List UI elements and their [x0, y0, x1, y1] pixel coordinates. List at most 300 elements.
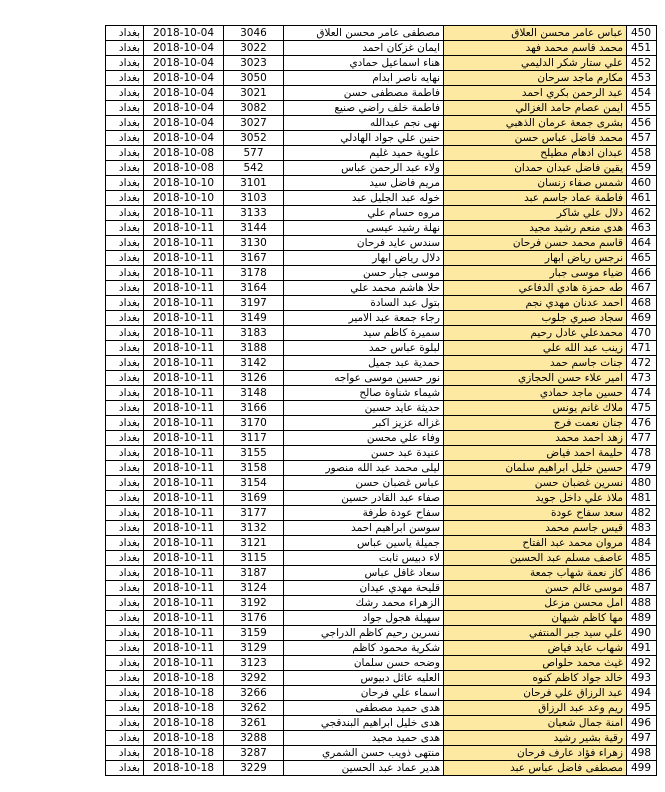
- name-cell: طه حمزة هادي الدفاعي: [444, 281, 627, 296]
- related-name-cell: مروه حسام علي: [284, 206, 444, 221]
- code-cell: 3287: [224, 746, 284, 761]
- related-name-cell: مصطفى عامر محسن العلاق: [284, 26, 444, 41]
- name-cell: جنات جاسم حمد: [444, 356, 627, 371]
- code-cell: 3170: [224, 416, 284, 431]
- date-cell: 2018-10-11: [144, 551, 224, 566]
- name-cell: عبد الرحمن بكري احمد: [444, 86, 627, 101]
- row-number-cell: 482: [627, 506, 657, 521]
- row-number-cell: 491: [627, 641, 657, 656]
- date-cell: 2018-10-11: [144, 641, 224, 656]
- name-cell: هدى منعم رشيد مجيد: [444, 221, 627, 236]
- date-cell: 2018-10-08: [144, 146, 224, 161]
- row-number-cell: 493: [627, 671, 657, 686]
- related-name-cell: قليحة مهدي عيدان: [284, 581, 444, 596]
- city-cell: بغداد: [106, 161, 144, 176]
- row-number-cell: 461: [627, 191, 657, 206]
- city-cell: بغداد: [106, 596, 144, 611]
- code-cell: 3262: [224, 701, 284, 716]
- city-cell: بغداد: [106, 626, 144, 641]
- table-row: [106, 386, 657, 401]
- date-cell: 2018-10-18: [144, 671, 224, 686]
- code-cell: 3027: [224, 116, 284, 131]
- city-cell: بغداد: [106, 26, 144, 41]
- related-name-cell: جميلة ياسين عباس: [284, 536, 444, 551]
- code-cell: 3115: [224, 551, 284, 566]
- name-cell: عاصف مسلم عبد الحسين: [444, 551, 627, 566]
- code-cell: 3187: [224, 566, 284, 581]
- name-cell: مكارم ماجد سرحان: [444, 71, 627, 86]
- row-number-cell: 475: [627, 401, 657, 416]
- date-cell: 2018-10-11: [144, 326, 224, 341]
- code-cell: 3082: [224, 101, 284, 116]
- related-name-cell: بتول عبد السادة: [284, 296, 444, 311]
- related-name-cell: هدى حميد مصطفى: [284, 701, 444, 716]
- name-cell: امير علاء حسن الحجازي: [444, 371, 627, 386]
- name-cell: امنة جمال شعبان: [444, 716, 627, 731]
- related-name-cell: لبلوة عباس حمد: [284, 341, 444, 356]
- related-name-cell: هناء اسماعيل حمادي: [284, 56, 444, 71]
- row-number-cell: 451: [627, 41, 657, 56]
- date-cell: 2018-10-11: [144, 431, 224, 446]
- related-name-cell: صفاء عبد القادر حسين: [284, 491, 444, 506]
- table-row: [106, 71, 657, 86]
- table-row: [106, 131, 657, 146]
- code-cell: 3123: [224, 656, 284, 671]
- table-row: [106, 491, 657, 506]
- date-cell: 2018-10-11: [144, 626, 224, 641]
- row-number-cell: 483: [627, 521, 657, 536]
- row-number-cell: 455: [627, 101, 657, 116]
- table-row: [106, 56, 657, 71]
- city-cell: بغداد: [106, 731, 144, 746]
- table-row: [106, 101, 657, 116]
- city-cell: بغداد: [106, 671, 144, 686]
- table-row: [106, 686, 657, 701]
- date-cell: 2018-10-04: [144, 131, 224, 146]
- related-name-cell: سندس عايد فرحان: [284, 236, 444, 251]
- table-row: [106, 416, 657, 431]
- table-row: [106, 41, 657, 56]
- row-number-cell: 473: [627, 371, 657, 386]
- code-cell: 3167: [224, 251, 284, 266]
- name-cell: زينب عبد الله علي: [444, 341, 627, 356]
- table-row: [106, 146, 657, 161]
- related-name-cell: فاطمة مصطفى حسن: [284, 86, 444, 101]
- row-number-cell: 456: [627, 116, 657, 131]
- name-cell: كاز نعمة شهاب جمعة: [444, 566, 627, 581]
- table-row: [106, 86, 657, 101]
- name-cell: ملاذ علي داخل جويد: [444, 491, 627, 506]
- related-name-cell: عباس غضبان حسن: [284, 476, 444, 491]
- related-name-cell: نور حسين موسى عواجه: [284, 371, 444, 386]
- table-row: [106, 251, 657, 266]
- name-cell: زهراء فؤاد عارف فرحان: [444, 746, 627, 761]
- row-number-cell: 485: [627, 551, 657, 566]
- table-row: [106, 581, 657, 596]
- name-cell: عباس عامر محسن العلاق: [444, 26, 627, 41]
- table-row: [106, 281, 657, 296]
- table-row: [106, 746, 657, 761]
- row-number-cell: 471: [627, 341, 657, 356]
- related-name-cell: منتهى ذويب حسن الشمري: [284, 746, 444, 761]
- row-number-cell: 454: [627, 86, 657, 101]
- city-cell: بغداد: [106, 356, 144, 371]
- row-number-cell: 470: [627, 326, 657, 341]
- city-cell: بغداد: [106, 401, 144, 416]
- code-cell: 3023: [224, 56, 284, 71]
- row-number-cell: 468: [627, 296, 657, 311]
- table-row: [106, 191, 657, 206]
- table-row: [106, 206, 657, 221]
- city-cell: بغداد: [106, 566, 144, 581]
- date-cell: 2018-10-18: [144, 686, 224, 701]
- row-number-cell: 499: [627, 761, 657, 776]
- city-cell: بغداد: [106, 521, 144, 536]
- date-cell: 2018-10-18: [144, 761, 224, 776]
- date-cell: 2018-10-04: [144, 86, 224, 101]
- date-cell: 2018-10-04: [144, 101, 224, 116]
- city-cell: بغداد: [106, 86, 144, 101]
- table-row: [106, 671, 657, 686]
- city-cell: بغداد: [106, 101, 144, 116]
- date-cell: 2018-10-11: [144, 461, 224, 476]
- date-cell: 2018-10-11: [144, 266, 224, 281]
- row-number-cell: 472: [627, 356, 657, 371]
- row-number-cell: 484: [627, 536, 657, 551]
- code-cell: 3164: [224, 281, 284, 296]
- related-name-cell: سفاح عودة طرفة: [284, 506, 444, 521]
- date-cell: 2018-10-11: [144, 401, 224, 416]
- date-cell: 2018-10-11: [144, 566, 224, 581]
- city-cell: بغداد: [106, 431, 144, 446]
- row-number-cell: 453: [627, 71, 657, 86]
- city-cell: بغداد: [106, 311, 144, 326]
- date-cell: 2018-10-08: [144, 161, 224, 176]
- related-name-cell: سوسن ابراهيم احمد: [284, 521, 444, 536]
- date-cell: 2018-10-18: [144, 716, 224, 731]
- row-number-cell: 463: [627, 221, 657, 236]
- name-cell: سعد سفاح عودة: [444, 506, 627, 521]
- row-number-cell: 478: [627, 446, 657, 461]
- table-row: [106, 566, 657, 581]
- date-cell: 2018-10-11: [144, 311, 224, 326]
- city-cell: بغداد: [106, 251, 144, 266]
- code-cell: 3130: [224, 236, 284, 251]
- city-cell: بغداد: [106, 191, 144, 206]
- date-cell: 2018-10-11: [144, 221, 224, 236]
- name-cell: قاسم محمد حسن فرحان: [444, 236, 627, 251]
- row-number-cell: 469: [627, 311, 657, 326]
- row-number-cell: 460: [627, 176, 657, 191]
- related-name-cell: لاء دبيس ثابت: [284, 551, 444, 566]
- related-name-cell: اسماء علي فرحان: [284, 686, 444, 701]
- name-cell: فاطمة عماد جاسم عبد: [444, 191, 627, 206]
- date-cell: 2018-10-10: [144, 176, 224, 191]
- name-cell: حسين ماجد حمادي: [444, 386, 627, 401]
- city-cell: بغداد: [106, 41, 144, 56]
- code-cell: 3022: [224, 41, 284, 56]
- table-row: [106, 506, 657, 521]
- table-row: [106, 26, 657, 41]
- row-number-cell: 479: [627, 461, 657, 476]
- name-cell: يقين فاضل عبدان حمدان: [444, 161, 627, 176]
- related-name-cell: حمدية عبد جميل: [284, 356, 444, 371]
- code-cell: 3169: [224, 491, 284, 506]
- city-cell: بغداد: [106, 536, 144, 551]
- name-cell: مصطفى فاضل عباس عبد: [444, 761, 627, 776]
- code-cell: 3149: [224, 311, 284, 326]
- related-name-cell: عنيدة عبد حسن: [284, 446, 444, 461]
- name-cell: شمس صفاء زنسان: [444, 176, 627, 191]
- date-cell: 2018-10-04: [144, 56, 224, 71]
- code-cell: 3155: [224, 446, 284, 461]
- row-number-cell: 489: [627, 611, 657, 626]
- table-row: [106, 596, 657, 611]
- code-cell: 3178: [224, 266, 284, 281]
- row-number-cell: 497: [627, 731, 657, 746]
- related-name-cell: سهيلة هجول جواد: [284, 611, 444, 626]
- related-name-cell: موسى جبار حسن: [284, 266, 444, 281]
- name-cell: عبد الرزاق علي فرحان: [444, 686, 627, 701]
- city-cell: بغداد: [106, 656, 144, 671]
- city-cell: بغداد: [106, 761, 144, 776]
- name-cell: مروان محمد عبد الفتاح: [444, 536, 627, 551]
- city-cell: بغداد: [106, 266, 144, 281]
- code-cell: 3266: [224, 686, 284, 701]
- table-row: [106, 296, 657, 311]
- name-cell: قيس جاسم محمد: [444, 521, 627, 536]
- records-table: [105, 25, 657, 776]
- date-cell: 2018-10-11: [144, 236, 224, 251]
- related-name-cell: خوله عبد الجليل عبد: [284, 191, 444, 206]
- name-cell: علي ستار شكر الدليمي: [444, 56, 627, 71]
- code-cell: 3148: [224, 386, 284, 401]
- code-cell: 3261: [224, 716, 284, 731]
- related-name-cell: شكرية محمود كاظم: [284, 641, 444, 656]
- code-cell: 3288: [224, 731, 284, 746]
- date-cell: 2018-10-11: [144, 446, 224, 461]
- row-number-cell: 494: [627, 686, 657, 701]
- date-cell: 2018-10-18: [144, 701, 224, 716]
- city-cell: بغداد: [106, 236, 144, 251]
- related-name-cell: سميرة كاظم سيد: [284, 326, 444, 341]
- city-cell: بغداد: [106, 686, 144, 701]
- city-cell: بغداد: [106, 281, 144, 296]
- name-cell: شهاب عايد فياض: [444, 641, 627, 656]
- code-cell: 3154: [224, 476, 284, 491]
- code-cell: 3192: [224, 596, 284, 611]
- row-number-cell: 465: [627, 251, 657, 266]
- date-cell: 2018-10-04: [144, 71, 224, 86]
- date-cell: 2018-10-11: [144, 536, 224, 551]
- city-cell: بغداد: [106, 641, 144, 656]
- code-cell: 3144: [224, 221, 284, 236]
- code-cell: 3292: [224, 671, 284, 686]
- row-number-cell: 477: [627, 431, 657, 446]
- table-row: [106, 731, 657, 746]
- table-row: [106, 476, 657, 491]
- date-cell: 2018-10-04: [144, 41, 224, 56]
- row-number-cell: 487: [627, 581, 657, 596]
- table-row: [106, 371, 657, 386]
- name-cell: نرجس رياض ابهار: [444, 251, 627, 266]
- city-cell: بغداد: [106, 341, 144, 356]
- row-number-cell: 457: [627, 131, 657, 146]
- name-cell: مها كاظم شيهان: [444, 611, 627, 626]
- row-number-cell: 488: [627, 596, 657, 611]
- row-number-cell: 474: [627, 386, 657, 401]
- code-cell: 3177: [224, 506, 284, 521]
- table-row: [106, 236, 657, 251]
- code-cell: 577: [224, 146, 284, 161]
- table-row: [106, 401, 657, 416]
- code-cell: 3046: [224, 26, 284, 41]
- table-row: [106, 656, 657, 671]
- date-cell: 2018-10-18: [144, 731, 224, 746]
- name-cell: علي سيد جبر المنتفي: [444, 626, 627, 641]
- related-name-cell: نهايه ناصر ابدام: [284, 71, 444, 86]
- name-cell: خالد جواد كاظم كنوه: [444, 671, 627, 686]
- date-cell: 2018-10-18: [144, 746, 224, 761]
- date-cell: 2018-10-11: [144, 371, 224, 386]
- row-number-cell: 467: [627, 281, 657, 296]
- date-cell: 2018-10-11: [144, 251, 224, 266]
- related-name-cell: حديثة عايد حسين: [284, 401, 444, 416]
- name-cell: موسى غالم حسن: [444, 581, 627, 596]
- table-row: [106, 536, 657, 551]
- row-number-cell: 450: [627, 26, 657, 41]
- code-cell: 3188: [224, 341, 284, 356]
- city-cell: بغداد: [106, 416, 144, 431]
- date-cell: 2018-10-11: [144, 356, 224, 371]
- city-cell: بغداد: [106, 71, 144, 86]
- table-row: [106, 431, 657, 446]
- date-cell: 2018-10-11: [144, 596, 224, 611]
- city-cell: بغداد: [106, 146, 144, 161]
- row-number-cell: 462: [627, 206, 657, 221]
- table-row: [106, 326, 657, 341]
- table-row: [106, 356, 657, 371]
- related-name-cell: ولاء عبد الرحمن عباس: [284, 161, 444, 176]
- row-number-cell: 490: [627, 626, 657, 641]
- city-cell: بغداد: [106, 221, 144, 236]
- related-name-cell: علوية حميد غليم: [284, 146, 444, 161]
- code-cell: 3166: [224, 401, 284, 416]
- code-cell: 3103: [224, 191, 284, 206]
- city-cell: بغداد: [106, 131, 144, 146]
- city-cell: بغداد: [106, 491, 144, 506]
- table-row: [106, 446, 657, 461]
- row-number-cell: 459: [627, 161, 657, 176]
- city-cell: بغداد: [106, 746, 144, 761]
- city-cell: بغداد: [106, 461, 144, 476]
- code-cell: 3129: [224, 641, 284, 656]
- table-row: [106, 701, 657, 716]
- name-cell: جنان نعمت فرج: [444, 416, 627, 431]
- row-number-cell: 458: [627, 146, 657, 161]
- code-cell: 3176: [224, 611, 284, 626]
- table-row: [106, 311, 657, 326]
- code-cell: 3021: [224, 86, 284, 101]
- name-cell: محمد قاسم محمد فهد: [444, 41, 627, 56]
- related-name-cell: مريم فاضل سيد: [284, 176, 444, 191]
- row-number-cell: 464: [627, 236, 657, 251]
- related-name-cell: وفاء علي محسن: [284, 431, 444, 446]
- city-cell: بغداد: [106, 551, 144, 566]
- city-cell: بغداد: [106, 176, 144, 191]
- city-cell: بغداد: [106, 296, 144, 311]
- related-name-cell: دلال رياض ابهار: [284, 251, 444, 266]
- name-cell: رقية بشير رشيد: [444, 731, 627, 746]
- code-cell: 3183: [224, 326, 284, 341]
- records-table-body: [106, 26, 657, 776]
- date-cell: 2018-10-11: [144, 416, 224, 431]
- city-cell: بغداد: [106, 371, 144, 386]
- name-cell: بشرى جمعة عرمان الذهبي: [444, 116, 627, 131]
- table-row: [106, 161, 657, 176]
- code-cell: 542: [224, 161, 284, 176]
- table-row: [106, 611, 657, 626]
- table-row: [106, 761, 657, 776]
- related-name-cell: هدى خليل ابراهيم البندقجي: [284, 716, 444, 731]
- name-cell: ايمن عصام حامد الغزالي: [444, 101, 627, 116]
- table-row: [106, 551, 657, 566]
- row-number-cell: 480: [627, 476, 657, 491]
- table-row: [106, 461, 657, 476]
- name-cell: غيث محمد حلواص: [444, 656, 627, 671]
- row-number-cell: 452: [627, 56, 657, 71]
- date-cell: 2018-10-10: [144, 191, 224, 206]
- related-name-cell: رجاء جمعة عبد الامير: [284, 311, 444, 326]
- related-name-cell: حلا هاشم محمد علي: [284, 281, 444, 296]
- row-number-cell: 481: [627, 491, 657, 506]
- name-cell: حسين خليل ابراهيم سلمان: [444, 461, 627, 476]
- code-cell: 3124: [224, 581, 284, 596]
- name-cell: عبدان ادهام مطيلح: [444, 146, 627, 161]
- city-cell: بغداد: [106, 611, 144, 626]
- related-name-cell: الزهراء محمد رشك: [284, 596, 444, 611]
- city-cell: بغداد: [106, 506, 144, 521]
- date-cell: 2018-10-11: [144, 281, 224, 296]
- table-row: [106, 716, 657, 731]
- code-cell: 3132: [224, 521, 284, 536]
- code-cell: 3052: [224, 131, 284, 146]
- code-cell: 3126: [224, 371, 284, 386]
- name-cell: ريم وعد عبد الرزاق: [444, 701, 627, 716]
- related-name-cell: فاطمة خلف راضي صنيع: [284, 101, 444, 116]
- table-row: [106, 341, 657, 356]
- code-cell: 3121: [224, 536, 284, 551]
- row-number-cell: 466: [627, 266, 657, 281]
- related-name-cell: سعاد غافل عباس: [284, 566, 444, 581]
- name-cell: امل محسن مزعل: [444, 596, 627, 611]
- date-cell: 2018-10-04: [144, 26, 224, 41]
- name-cell: محمدعلي عادل رحيم: [444, 326, 627, 341]
- city-cell: بغداد: [106, 116, 144, 131]
- name-cell: محمد فاضل عباس حسن: [444, 131, 627, 146]
- related-name-cell: وضحه حسن سلمان: [284, 656, 444, 671]
- related-name-cell: نسرين رحيم كاظم الدراجي: [284, 626, 444, 641]
- date-cell: 2018-10-11: [144, 206, 224, 221]
- date-cell: 2018-10-11: [144, 386, 224, 401]
- name-cell: ضياء موسى جبار: [444, 266, 627, 281]
- date-cell: 2018-10-11: [144, 341, 224, 356]
- date-cell: 2018-10-11: [144, 296, 224, 311]
- row-number-cell: 492: [627, 656, 657, 671]
- name-cell: حليمة احمد فياض: [444, 446, 627, 461]
- date-cell: 2018-10-11: [144, 491, 224, 506]
- code-cell: 3050: [224, 71, 284, 86]
